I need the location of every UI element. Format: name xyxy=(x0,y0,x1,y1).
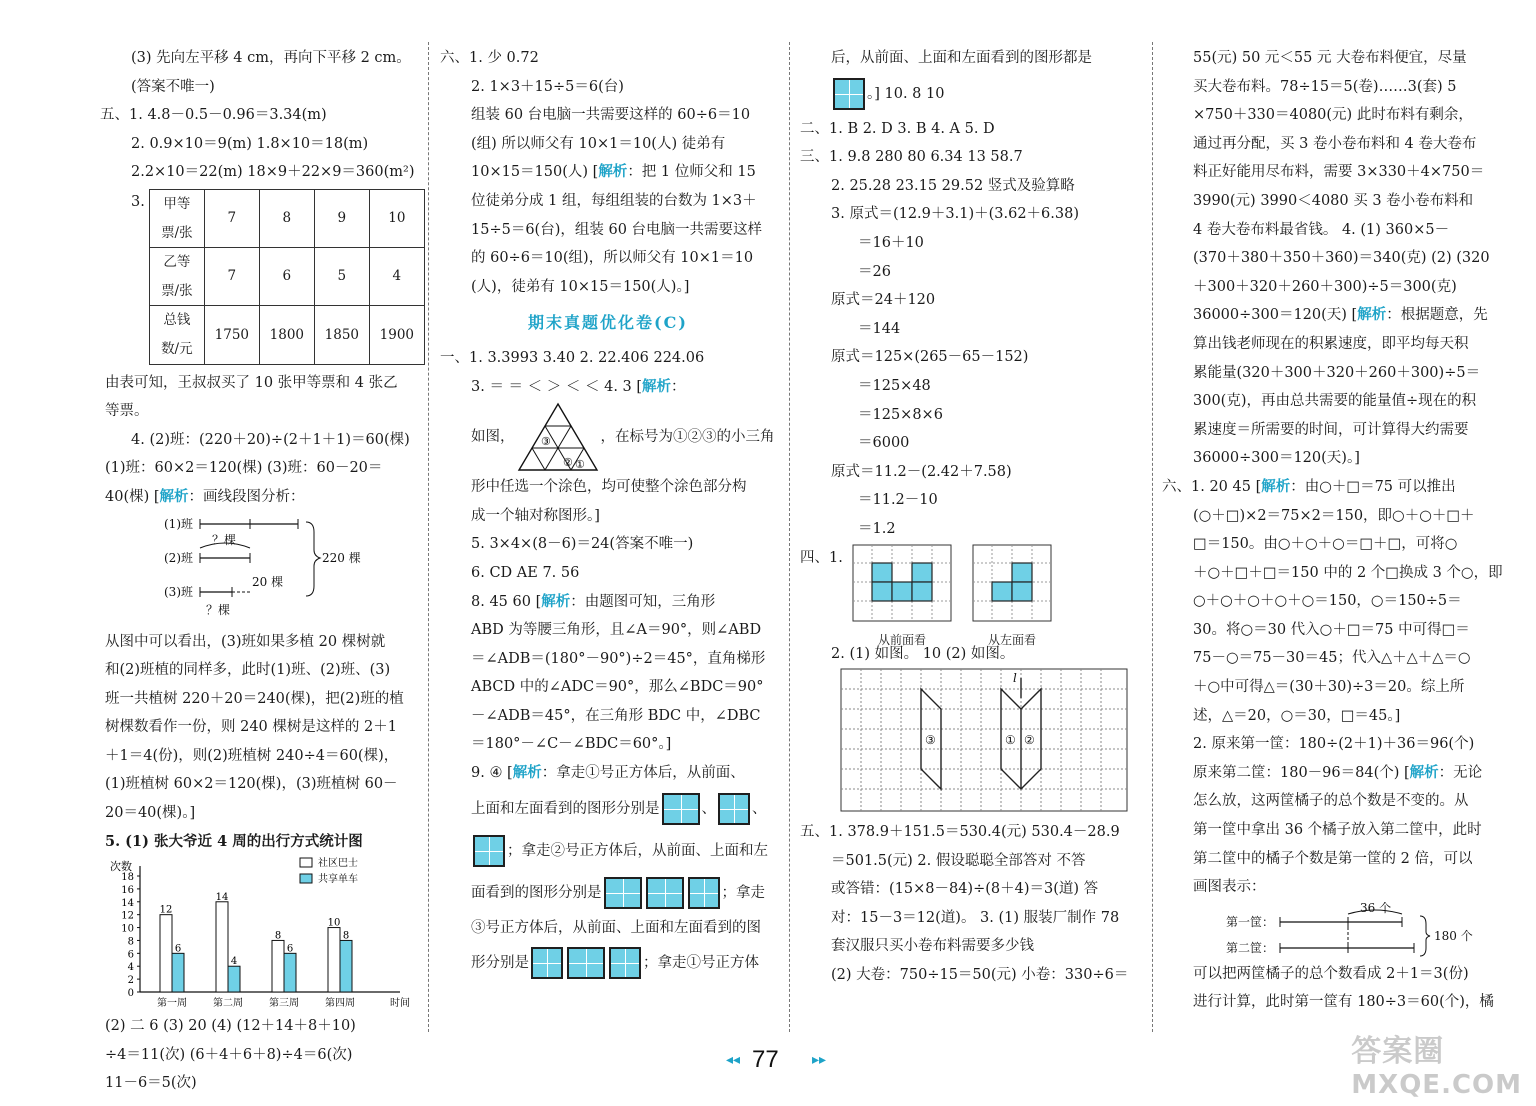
bar xyxy=(160,915,172,992)
table-cell: 1900 xyxy=(369,306,424,364)
text-line: (2) 大卷：750÷15＝50(元) 小卷：330÷6＝ xyxy=(831,967,1129,984)
text-line: 2.2×10＝22(m) 18×9＋22×9＝360(m²) xyxy=(131,164,415,181)
y-tick-label: 4 xyxy=(127,962,134,974)
text-line: 20＝40(棵)。] xyxy=(105,805,196,822)
table-cell: 1750 xyxy=(204,306,259,364)
bar xyxy=(172,954,184,993)
y-tick-label: 12 xyxy=(121,910,134,922)
view-shape-icon xyxy=(688,877,720,909)
text-line: 三、1. 9.8 280 80 6.34 13 58.7 xyxy=(800,149,1023,166)
text-line: 第二筐中的橘子个数是第一筐的 2 倍，可以 xyxy=(1193,850,1473,867)
text-line: ＝26 xyxy=(858,263,891,280)
text-line xyxy=(440,872,776,914)
legend-label: 社区巴士 xyxy=(318,858,358,870)
x-tick-label: 第三周 xyxy=(269,998,299,1010)
text-line: 和(2)班植的同样多，此时(1)班、(2)班、(3) xyxy=(105,662,391,679)
y-tick-label: 0 xyxy=(127,988,134,1000)
text: 40(棵) [ xyxy=(105,488,160,505)
seg-label: 180 个 xyxy=(1434,928,1473,943)
triangle-figure xyxy=(517,402,599,472)
text-line: 等票。 xyxy=(105,403,149,420)
text-line: 或答错：(15×8－84)÷(8＋4)＝3(道) 答 xyxy=(831,881,1099,898)
seg-label: (2)班 xyxy=(164,550,193,565)
table-cell: 10 xyxy=(369,189,424,247)
text-line: ＝6000 xyxy=(858,435,910,452)
outer-triangle xyxy=(519,404,597,470)
x-tick-label: 第一周 xyxy=(157,998,187,1010)
watermark-line: MXQE.COM xyxy=(1351,1070,1522,1100)
column-divider xyxy=(1152,42,1153,1032)
text-line: 2. 1×3＋15÷5＝6(台) xyxy=(471,78,624,95)
text-line: 五、1. 4.8－0.5－0.96＝3.34(m) xyxy=(100,107,327,124)
text-line: (1)班植树 60×2＝120(棵)，(3)班植树 60－ xyxy=(105,776,398,793)
text: 8. 45 60 [ xyxy=(471,593,542,610)
text-line: 15÷5＝6(台)，组装 60 台电脑一共需要这样 xyxy=(471,221,763,238)
view-shape-icon xyxy=(604,877,642,909)
text: 9. ④ [ xyxy=(471,765,513,782)
text-line: 累速度＝所需要的时间，可计算得大约需要 xyxy=(1193,421,1469,438)
table-row xyxy=(149,306,424,364)
seg-label: 第一筐： xyxy=(1226,914,1275,929)
text-line xyxy=(1162,759,1514,788)
text-line: ＋300＋320＋260＋300)÷5＝300(克) xyxy=(1193,278,1457,295)
table-cell: 1800 xyxy=(259,306,314,364)
text-line: 11－6＝5(次) xyxy=(105,1075,197,1092)
text-line: 第一筐中拿出 36 个橘子放入第二筐中，此时 xyxy=(1193,822,1482,839)
text-line: (人)，徒弟有 10×15＝150(人)。] xyxy=(471,278,690,295)
y-tick-label: 18 xyxy=(121,872,134,884)
text: ；拿走①号正方体 xyxy=(643,955,759,972)
column-4 xyxy=(1162,44,1514,1017)
text-line: 3. 原式＝(12.9＋3.1)＋(3.62＋6.38) xyxy=(831,206,1079,223)
text-line: ＝125×48 xyxy=(858,377,931,394)
text: 、 xyxy=(701,800,716,817)
text-line: 树棵数看作一份，则 240 棵树是这样的 2＋1 xyxy=(105,719,397,736)
text-line: ＝180°－∠C－∠BDC＝60°。] xyxy=(471,736,672,753)
left-view xyxy=(972,544,1052,649)
seg-label: (1)班 xyxy=(164,516,193,531)
text-line: 75－○＝75－30＝45；代入△＋△＋△＝○ xyxy=(1193,650,1471,667)
fig-label: ③ xyxy=(925,733,936,748)
text: 如图， xyxy=(471,428,515,445)
triangle-line xyxy=(440,401,776,473)
legend-swatch xyxy=(300,874,312,883)
table-cell: 9 xyxy=(314,189,369,247)
data-label: 12 xyxy=(159,904,173,916)
text-line: ＝1.2 xyxy=(858,520,896,537)
bar xyxy=(228,966,240,992)
text-line: ＝16＋10 xyxy=(858,234,924,251)
text-line: 4. (2)班：(220＋20)÷(2＋1＋1)＝60(棵) xyxy=(131,431,410,448)
x-tick-label: 第二周 xyxy=(213,998,243,1010)
text: 四、1. xyxy=(800,549,843,566)
legend-swatch xyxy=(300,858,312,867)
table-cell: 乙等票/张 xyxy=(149,248,204,306)
seg-label: ？棵 xyxy=(206,602,231,617)
view-shape-icon xyxy=(662,793,700,825)
y-tick-label: 10 xyxy=(121,923,134,935)
table-cell: 5 xyxy=(314,248,369,306)
text-line: ＝501.5(元) 2. 假设聪聪全部答对 不答 xyxy=(831,852,1086,869)
watermark-line: 答案圈 xyxy=(1351,1034,1445,1069)
text-line xyxy=(1162,473,1514,502)
text-line: (组) 所以师父有 10×1＝10(人) 徒弟有 xyxy=(471,135,726,152)
text-line: 述，△＝20，○＝30，□＝45。] xyxy=(1193,707,1401,724)
y-tick-label: 6 xyxy=(127,949,134,961)
legend-label: 共享单车 xyxy=(318,874,358,886)
bar xyxy=(340,941,352,993)
data-label: 14 xyxy=(215,892,229,904)
text-line: ABD 为等腰三角形，且∠A＝90°，则∠ABD xyxy=(471,622,762,639)
text-line: 组装 60 台电脑一共需要这样的 60÷6＝10 xyxy=(471,107,751,124)
data-label: 10 xyxy=(327,917,341,929)
text-line: 六、1. 少 0.72 xyxy=(440,50,539,66)
text-line: 5. 3×4×(8－6)＝24(答案不唯一) xyxy=(471,536,694,553)
text: ，在标号为①②③的小三角 xyxy=(600,428,775,445)
text-line: 2. 0.9×10＝9(m) 1.8×10＝18(m) xyxy=(131,135,369,152)
text-line: 成一个轴对称图形。] xyxy=(471,507,600,524)
text-line: ＝∠ADB＝(180°－90°)÷2＝45°，直角梯形 xyxy=(471,650,766,667)
analysis-label: 解析 xyxy=(598,163,628,181)
text-line: 五、1. 378.9＋151.5＝530.4(元) 530.4－28.9 xyxy=(800,824,1120,841)
text: 上面和左面看到的图形分别是 xyxy=(471,800,660,817)
analysis-label: 解析 xyxy=(512,764,542,782)
text-line: ABCD 中的∠ADC＝90°，那么∠BDC＝90° xyxy=(471,679,764,696)
table-cell: 6 xyxy=(259,248,314,306)
bar xyxy=(272,941,284,993)
analysis-label: 解析 xyxy=(541,592,571,610)
text: 六、1. 20 45 [ xyxy=(1162,478,1262,495)
text-line: 2. 25.28 23.15 29.52 竖式及验算略 xyxy=(831,177,1075,194)
text-line: 原式＝125×(265－65－152) xyxy=(831,349,1029,366)
analysis-label: 解析 xyxy=(1261,477,1291,495)
y-tick-label: 14 xyxy=(121,898,134,910)
column-1 xyxy=(100,44,418,1098)
seg-label: 220 棵 xyxy=(322,550,361,565)
text-line: (2) 二 6 (3) 20 (4) (12＋14＋8＋10) xyxy=(105,1018,356,1035)
x-tick-label: 第四周 xyxy=(325,998,355,1010)
text-line: ＋○＋□＋□＝150 中的 2 个□换成 3 个○，即 xyxy=(1193,564,1503,581)
text: 形分别是 xyxy=(471,955,529,972)
seg-label: ？棵 xyxy=(212,532,237,547)
text-line: 怎么放，这两筐橘子的总个数是不变的。从 xyxy=(1193,793,1469,810)
table-cell: 4 xyxy=(369,248,424,306)
text-line: 累能量(320＋300＋320＋260＋300)÷5＝ xyxy=(1193,364,1481,381)
text: ；拿走 xyxy=(721,884,765,901)
text-line xyxy=(1162,301,1514,330)
y-tick-label: 8 xyxy=(127,936,134,948)
text-line: 由表可知，王叔叔买了 10 张甲等票和 4 张乙 xyxy=(105,374,398,391)
text-line xyxy=(100,483,418,512)
text: 36000÷300＝120(天) [ xyxy=(1193,307,1358,324)
text-line: 2. (1) 如图。 10 (2) 如图。 xyxy=(831,645,1015,662)
column-2 xyxy=(440,44,776,984)
text-line: ÷4＝11(次) (6＋4＋6＋8)÷4＝6(次) xyxy=(105,1046,353,1063)
text-line: 36000÷300＝120(天)。] xyxy=(1193,450,1360,467)
text-line xyxy=(440,759,776,788)
text: 原来第二筐：180－96＝84(个) [ xyxy=(1193,764,1410,781)
view-shape-icon xyxy=(833,78,865,110)
text-line: 算出钱老师现在的积累速度，即平均每天积 xyxy=(1193,335,1469,352)
text-line: (370＋380＋350＋360)＝340(克) (2) (320 xyxy=(1193,250,1490,267)
view-shape-icon xyxy=(609,947,641,979)
text: ： xyxy=(671,378,686,395)
right-brace xyxy=(306,522,320,596)
analysis-label: 解析 xyxy=(642,377,672,395)
text-line: ×750＋330＝4080(元) 此时布料有剩余， xyxy=(1193,107,1473,124)
front-view-grid xyxy=(852,544,952,622)
text: ：由题图可知，三角形 xyxy=(570,593,716,610)
text-line: (○＋□)×2＝75×2＝150，即○＋○＋□＋ xyxy=(1193,507,1475,524)
text: 3. ＝ ＝ ＜ ＞ ＜ ＜ 4. 3 [ xyxy=(471,378,643,395)
text-line: ＋○中可得△＝(30＋30)÷3＝20。综上所 xyxy=(1193,679,1465,696)
data-label: 8 xyxy=(274,930,282,942)
text-line: 55(元) 50 元＜55 元 大卷布料便宜，尽量 xyxy=(1193,50,1467,66)
fig-label: l xyxy=(1013,671,1017,686)
analysis-label: 解析 xyxy=(1357,306,1387,324)
y-tick-label: 16 xyxy=(121,885,134,897)
text: 面看到的图形分别是 xyxy=(471,884,602,901)
text-line xyxy=(440,788,776,830)
view-shape-icon xyxy=(718,793,750,825)
text-line: 的 60÷6＝10(组)，所以师父有 10×1＝10 xyxy=(471,250,754,267)
tri-label: ② xyxy=(562,456,573,470)
next-page-icon: ▸▸ xyxy=(812,1052,827,1068)
text-line: 套汉服只买小卷布料需要多少钱 xyxy=(831,938,1034,955)
tri-label: ① xyxy=(574,458,585,472)
table-row xyxy=(149,189,424,247)
text: 10×15＝150(人) [ xyxy=(471,164,599,181)
column-divider xyxy=(789,42,790,1032)
text-line: □＝150。由○＋○＋○＝□＋□，可将○ xyxy=(1193,536,1458,553)
text-line: 对：15－3＝12(道)。 3. (1) 服装厂制作 78 xyxy=(831,909,1120,926)
fig-label: ① xyxy=(1005,733,1016,748)
basket-segment-diagram xyxy=(1162,902,1502,960)
text: ：画线段图分析： xyxy=(188,488,305,505)
view-shape-icon xyxy=(567,947,605,979)
text: ：由○＋□＝75 可以推出 xyxy=(1290,478,1456,495)
text-line: ○＋○＋○＋○＋○＝150，○＝150÷5＝ xyxy=(1193,593,1462,610)
grid-frame xyxy=(841,669,1127,811)
caption: 从前面看 xyxy=(877,633,926,648)
text: 、 xyxy=(752,800,767,817)
column-3 xyxy=(800,44,1142,990)
text: 。] 10. 8 10 xyxy=(867,85,945,102)
text-line: 30。将○＝30 代入○＋□＝75 中可得□＝ xyxy=(1193,621,1470,638)
fig-label: ② xyxy=(1024,733,1035,748)
bar xyxy=(328,928,340,992)
text: ；拿走②号正方体后，从前面、上面和左 xyxy=(507,842,768,859)
question-3 xyxy=(100,187,418,369)
text: ：把 1 位师父和 15 xyxy=(627,164,756,181)
bar xyxy=(216,902,228,992)
text-line: 3990(元) 3990＜4080 买 3 卷小卷布料和 xyxy=(1193,192,1474,209)
x-axis-label: 时间 xyxy=(390,998,410,1010)
y-axis-label: 次数 xyxy=(110,860,132,874)
text: ：拿走①号正方体后，从前面、 xyxy=(541,765,745,782)
text-line: 二、1. B 2. D 3. B 4. A 5. D xyxy=(800,120,995,137)
text-line: 画图表示： xyxy=(1193,879,1266,896)
text-line: ＋1＝4(份)，则(2)班植树 240÷4＝60(棵)， xyxy=(105,747,399,764)
table-cell: 7 xyxy=(204,248,259,306)
text-line: ③号正方体后，从前面、上面和左面看到的图 xyxy=(471,919,761,936)
text-line: 进行计算，此时第一筐有 180÷3＝60(个)，橘 xyxy=(1193,994,1494,1011)
table-cell: 总钱数/元 xyxy=(149,306,204,364)
left-view-grid xyxy=(972,544,1052,622)
text-line: －∠ADB＝45°，在三角形 BDC 中，∠DBC xyxy=(471,707,761,724)
text-line: 4 卷大卷布料最省钱。 4. (1) 360×5－ xyxy=(1193,221,1450,238)
data-label: 6 xyxy=(174,943,182,955)
text-line: 2. 原来第一筐：180÷(2＋1)＋36＝96(个) xyxy=(1193,736,1475,753)
text-line: 5. (1) 张大爷近 4 周的出行方式统计图 xyxy=(105,832,363,850)
text-line: 班一共植树 220＋20＝240(棵)，把(2)班的植 xyxy=(105,690,404,707)
table-cell: 7 xyxy=(204,189,259,247)
views-row xyxy=(800,544,1142,648)
text-line xyxy=(440,373,776,402)
segment-diagram xyxy=(100,512,418,628)
text-line xyxy=(440,158,776,187)
data-label: 6 xyxy=(286,943,294,955)
translation-figure xyxy=(840,668,1170,814)
text-line xyxy=(800,73,1142,115)
text-line xyxy=(440,942,776,984)
text-line: ＝144 xyxy=(858,320,901,337)
table-row xyxy=(149,248,424,306)
table-cell: 1850 xyxy=(314,306,369,364)
text-line: (答案不唯一) xyxy=(131,78,215,95)
prev-page-icon: ◂◂ xyxy=(726,1052,741,1068)
seg-label: 20 棵 xyxy=(252,574,284,589)
y-tick-label: 2 xyxy=(127,975,134,987)
seg-label: 36 个 xyxy=(1360,901,1392,915)
view-shape-icon xyxy=(531,947,563,979)
data-label: 4 xyxy=(230,956,238,968)
page-number: 77 xyxy=(752,1046,779,1073)
caption: 从左面看 xyxy=(987,633,1036,648)
question-number: 3. xyxy=(131,193,145,210)
analysis-label: 解析 xyxy=(159,487,189,505)
column-divider xyxy=(428,42,429,1032)
text-line: 买大卷布料。78÷15＝5(卷)……3(套) 5 xyxy=(1193,78,1457,95)
text-line: 后，从前面、上面和左面看到的图形都是 xyxy=(831,50,1092,66)
bar xyxy=(284,954,296,993)
seg-label: 第二筐： xyxy=(1226,940,1275,955)
text: ：无论 xyxy=(1438,764,1483,781)
text-line xyxy=(440,588,776,617)
ticket-table xyxy=(149,189,425,365)
text-line xyxy=(440,830,776,872)
text-line: 通过再分配，买 3 卷小卷布料和 4 卷大卷布 xyxy=(1193,135,1477,152)
text-line: ＝11.2－10 xyxy=(858,492,938,509)
front-view xyxy=(852,544,952,649)
text-line: 可以把两筐橘子的总个数看成 2＋1＝3(份) xyxy=(1193,965,1469,982)
view-shape-icon xyxy=(646,877,684,909)
text-line: (1)班：60×2＝120(棵) (3)班：60－20＝ xyxy=(105,460,383,477)
table-cell: 甲等票/张 xyxy=(149,189,204,247)
text-line: 位徒弟分成 1 组，每组组装的台数为 1×3＋ xyxy=(471,192,757,209)
view-shape-icon xyxy=(473,835,505,867)
text-line: ＝125×8×6 xyxy=(858,406,943,423)
text-line: 一、1. 3.3993 3.40 2. 22.406 224.06 xyxy=(440,349,705,366)
text-line: 300(克)，再由总共需要的能量值÷现在的积 xyxy=(1193,393,1477,410)
analysis-label: 解析 xyxy=(1409,763,1439,781)
table-cell: 8 xyxy=(259,189,314,247)
text-line: (3) 先向左平移 4 cm，再向下平移 2 cm。 xyxy=(131,50,411,66)
watermark xyxy=(1351,1026,1522,1100)
text-line: 从图中可以看出，(3)班如果多植 20 棵树就 xyxy=(105,633,386,650)
text-line: 原式＝24＋120 xyxy=(831,292,936,309)
tri-label: ③ xyxy=(540,435,551,449)
text-line: 原式＝11.2－(2.42＋7.58) xyxy=(831,463,1012,480)
text-line: 料正好能用尽布料，需要 3×330＋4×750＝ xyxy=(1193,164,1485,181)
seg-label: (3)班 xyxy=(164,584,193,599)
text: ：根据题意，先 xyxy=(1386,307,1488,324)
grid-line xyxy=(532,448,545,470)
data-label: 8 xyxy=(342,930,350,942)
right-brace xyxy=(1420,916,1430,956)
bar-chart xyxy=(100,856,418,1012)
section-title: 期末真题优化卷(C) xyxy=(528,313,688,333)
text-line: 形中任选一个涂色，均可使整个涂色部分构 xyxy=(471,479,747,496)
text-line: 6. CD AE 7. 56 xyxy=(471,564,580,581)
